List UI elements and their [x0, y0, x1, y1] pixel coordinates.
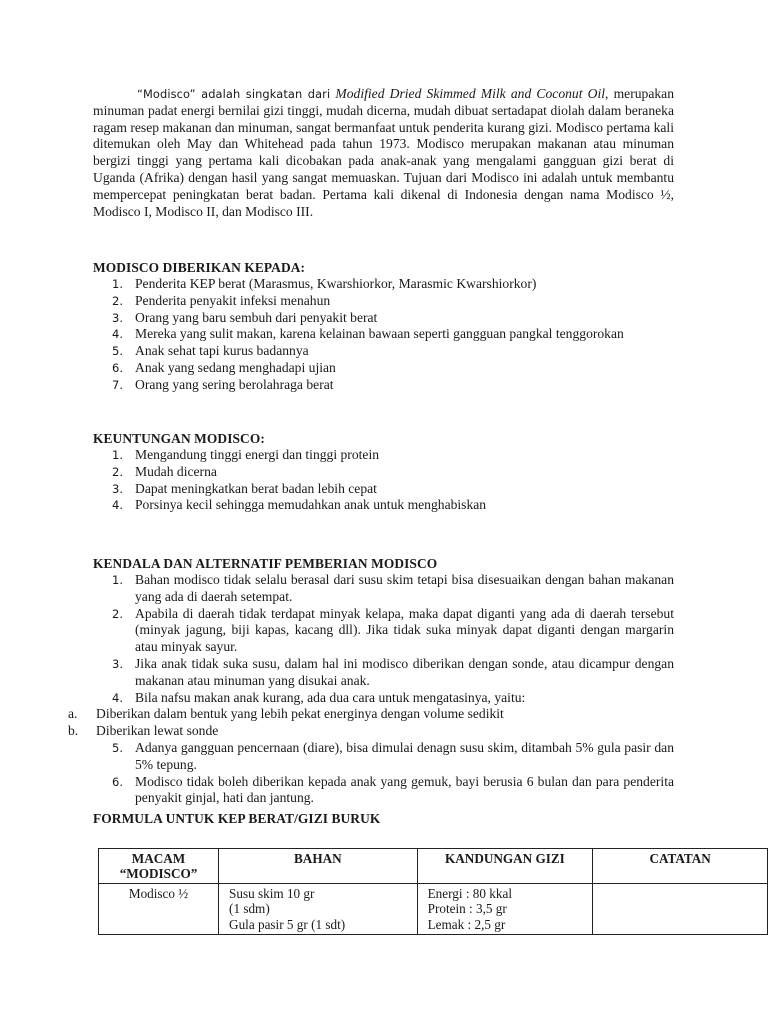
table-header-row — [99, 849, 768, 884]
cell-bahan: Susu skim 10 gr (1 sdm) Gula pasir 5 gr (1 sdt) — [219, 884, 418, 935]
list-item: 4. Bila nafsu makan anak kurang, ada dua cara untuk mengatasinya, yaitu: — [112, 689, 526, 705]
intro-paragraph — [93, 86, 674, 220]
intro-body: , merupakan minuman padat energi bernilai gizi tinggi, mudah dicerna, mudah dibuat sertadapat diolah dalam beraneka ragam resep makanan dan minuman, sangat bermanfaat untuk penderita kurang gizi. Modisco pertama kali ditemukan oleh May dan Whitehead pada tahun 1973. Modisco merupakan makanan atau minuman bergizi tinggi yang pertama kali dicobakan pada anak-anak yang mengalami gangguan gizi berat di Uganda (Afrika) dengan hasil yang sangat memuaskan. Tujuan dari Modisco ini adalah untuk membantu mempercepat peningkatan berat badan. Pertama kali dikenal di Indonesia dengan nama Modisco ½, Modisco I, Modisco II, dan Modisco III. — [93, 86, 674, 219]
column-header-kandungan: KANDUNGAN GIZI — [417, 849, 593, 884]
section-heading-keuntungan: KEUNTUNGAN MODISCO: — [93, 431, 265, 446]
cell-macam: Modisco ½ — [99, 884, 219, 935]
column-header-macam: MACAM “MODISCO” — [99, 849, 219, 884]
list-item: a. Diberikan dalam bentuk yang lebih pekat energinya dengan volume sedikit — [68, 706, 504, 721]
list-item: 4. Porsinya kecil sehingga memudahkan anak untuk menghabiskan — [112, 497, 487, 513]
list-diberikan — [93, 276, 674, 394]
list-item: 5. Anak sehat tapi kurus badannya — [112, 343, 309, 359]
intro-italic-term: Modified Dried Skimmed Milk and Coconut Oil — [335, 86, 606, 101]
list-kendala-continued — [93, 740, 674, 807]
list-item: 6. Modisco tidak boleh diberikan kepada anak yang gemuk, bayi berusia 6 bulan dan para penderita penyakit ginjal, hati dan jantung. — [112, 773, 674, 806]
list-item: 6. Anak yang sedang menghadapi ujian — [112, 359, 336, 375]
sub-list-alpha — [68, 706, 504, 740]
formula-table — [98, 848, 768, 935]
list-item: b. Diberikan lewat sonde — [68, 722, 219, 738]
list-item: 1. Mengandung tinggi energi dan tinggi protein — [112, 447, 380, 462]
list-item: 5. Adanya gangguan pencernaan (diare), bisa dimulai denagn susu skim, ditambah 5% gula pasir dan 5% tepung. — [112, 740, 674, 772]
list-kendala — [93, 572, 674, 706]
section-heading-kendala: KENDALA DAN ALTERNATIF PEMBERIAN MODISCO — [93, 556, 438, 571]
column-header-catatan: CATATAN — [593, 849, 768, 884]
list-item: 2. Mudah dicerna — [112, 463, 217, 479]
list-item: 3. Jika anak tidak suka susu, dalam hal ini modisco diberikan dengan sonde, atau dicampur dengan makanan atau minuman yang disukai anak. — [112, 655, 674, 688]
table-row — [99, 884, 768, 935]
list-item: 2. Penderita penyakit infeksi menahun — [112, 292, 331, 308]
list-item: 3. Orang yang baru sembuh dari penyakit berat — [112, 309, 378, 325]
list-item: 1. Penderita KEP berat (Marasmus, Kwarshiorkor, Marasmic Kwarshiorkor) — [112, 276, 537, 291]
list-item: 3. Dapat meningkatkan berat badan lebih cepat — [112, 480, 377, 496]
column-header-bahan: BAHAN — [219, 849, 418, 884]
cell-kandungan: Energi : 80 kkal Protein : 3,5 gr Lemak : 2,5 gr — [417, 884, 593, 935]
list-item: 1. Bahan modisco tidak selalu berasal dari susu skim tetapi bisa disesuaikan dengan bahan makanan yang ada di daerah setempat. — [112, 572, 674, 604]
list-item: 7. Orang yang sering berolahraga berat — [112, 376, 334, 392]
cell-catatan — [593, 884, 768, 935]
section-heading-diberikan: MODISCO DIBERIKAN KEPADA: — [93, 260, 306, 275]
list-item: 4. Mereka yang sulit makan, karena kelainan bawaan seperti gangguan pangkal tenggorokan — [112, 326, 624, 342]
intro-quote: “Modisco” adalah singkatan dari — [137, 87, 331, 101]
list-item: 2. Apabila di daerah tidak terdapat minyak kelapa, maka dapat diganti yang ada di daerah tersebut (minyak jagung, biji kapas, kacang dll). Jika tidak suka minyak dapat diganti dengan margarin atau minyak sayur. — [112, 605, 674, 655]
section-heading-formula: FORMULA UNTUK KEP BERAT/GIZI BURUK — [93, 811, 381, 826]
list-keuntungan — [93, 447, 674, 514]
